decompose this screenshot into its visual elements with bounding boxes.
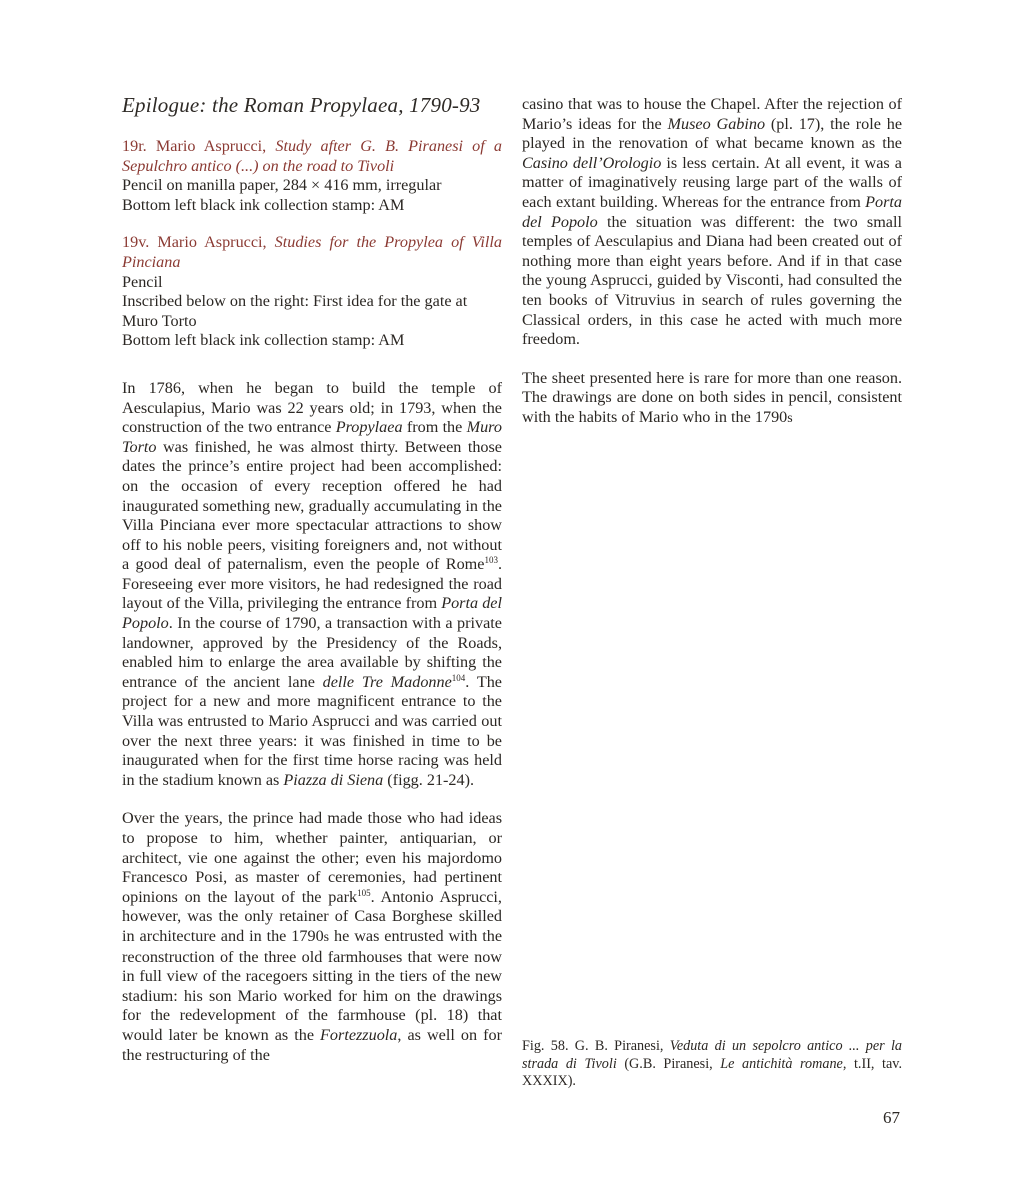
entry-number: 19r. bbox=[122, 137, 147, 155]
figure-caption: Fig. 58. G. B. Piranesi, Veduta di un sepolcro antico ... per la strada di Tivoli (G.B. Piranesi, Le antichità romane, t.II, tav. XXXIX). bbox=[522, 1038, 903, 1090]
catalogue-entry-19v bbox=[122, 233, 502, 351]
body-paragraph: In 1786, when he began to build the temple of Aesculapius, Mario was 22 years old; in 1793, when the construction of the two entrance Propylaea from the Muro Torto was finished, he was almost thirty. Between those dates the prince’s entire project had been accomplished: on the occasion of every reception offered he had inaugurated something new, gradually accumulating in the Villa Pinciana ever more spectacular attractions to show off to his noble peers, visiting foreigners and, not without a good deal of paternalism, even the people of Rome$^{103}$. Foreseeing ever more visitors, he had redesigned the road layout of the Villa, privileging the entrance from Porta del Popolo. In the course of 1790, a transaction with a private landowner, approved by the Presidency of the Roads, enabled him to enlarge the area available by shifting the entrance of the ancient lane delle Tre Madonne$^{104}$. The project for a new and more magnificent entrance to the Villa was entrusted to Mario Asprucci and was carried out over the next three years: it was finished in time to be inaugurated when for the first time horse racing was held in the stadium known as Piazza di Siena (figg. 21-24). bbox=[122, 378, 502, 789]
catalogue-entry-title bbox=[122, 233, 502, 272]
entry-number: 19v. bbox=[122, 233, 150, 252]
entry-stamp: Bottom left black ink collection stamp: AM bbox=[122, 195, 405, 214]
entry-work-title: Study after G. B. Piranesi of a Sepulchro antico (...) on the road to Tivoli bbox=[122, 137, 503, 175]
entry-work-title: Studies for the Propylea of Villa Pinciana bbox=[122, 233, 503, 271]
footnote-ref[interactable]: 105 bbox=[357, 887, 371, 898]
entry-medium: Pencil bbox=[122, 272, 163, 291]
entry-artist: Mario Asprucci, bbox=[157, 233, 267, 252]
body-paragraph: casino that was to house the Chapel. After the rejection of Mario’s ideas for the Museo Gabino (pl. 17), the role he played in the renovation of what became known as the Casino dell’Orologio is less certain. At all event, it was a matter of imaginatively reusing large part of the walls of each extant building. Whereas for the entrance from Porta del Popolo the situation was different: the two small temples of Aesculapius and Diana had been created out of nothing more than eight years before. And if in that case the young Asprucci, guided by Visconti, had consulted the ten books of Vitruvius in search of rules governing the Classical orders, in this case he acted with much more freedom. bbox=[522, 95, 902, 349]
catalogue-entry-19r bbox=[122, 137, 502, 215]
entry-medium: Pencil on manilla paper, 284 × 416 mm, irregular bbox=[122, 176, 442, 195]
right-column bbox=[522, 95, 902, 448]
footnote-ref[interactable]: 103 bbox=[484, 555, 498, 566]
left-column bbox=[122, 92, 502, 1084]
footnote-ref[interactable]: 104 bbox=[451, 672, 466, 683]
page-number: 67 bbox=[883, 1108, 900, 1127]
entry-stamp: Bottom left black ink collection stamp: AM bbox=[122, 331, 405, 350]
entry-artist: Mario Asprucci, bbox=[155, 137, 267, 155]
body-paragraph: The sheet presented here is rare for more than one reason. The drawings are done on both sides in pencil, consistent with the habits of Mario who in the 1790s bbox=[522, 368, 902, 426]
catalogue-entry-title bbox=[122, 137, 502, 176]
body-paragraph: Over the years, the prince had made those who had ideas to propose to him, whether painter, antiquarian, or architect, vie one against the other; even his majordomo Francesco Posi, as master of ceremonies, had pertinent opinions on the layout of the park$^{105}$. Antonio Asprucci, however, was the only retainer of Casa Borghese skilled in architecture and in the 1790s he was entrusted with the reconstruction of the three old farmhouses that were now in full view of the racegoers sitting in the tiers of the new stadium: his son Mario worked for him on the drawings for the redevelopment of the farmhouse (pl. 18) that would later be known as the Fortezzuola, as well on for the restructuring of the bbox=[122, 809, 503, 1064]
section-heading: Epilogue: the Roman Propylaea, 1790-93 bbox=[122, 93, 481, 117]
entry-inscription: Inscribed below on the right: First idea for the gate at Muro Torto bbox=[122, 292, 468, 330]
